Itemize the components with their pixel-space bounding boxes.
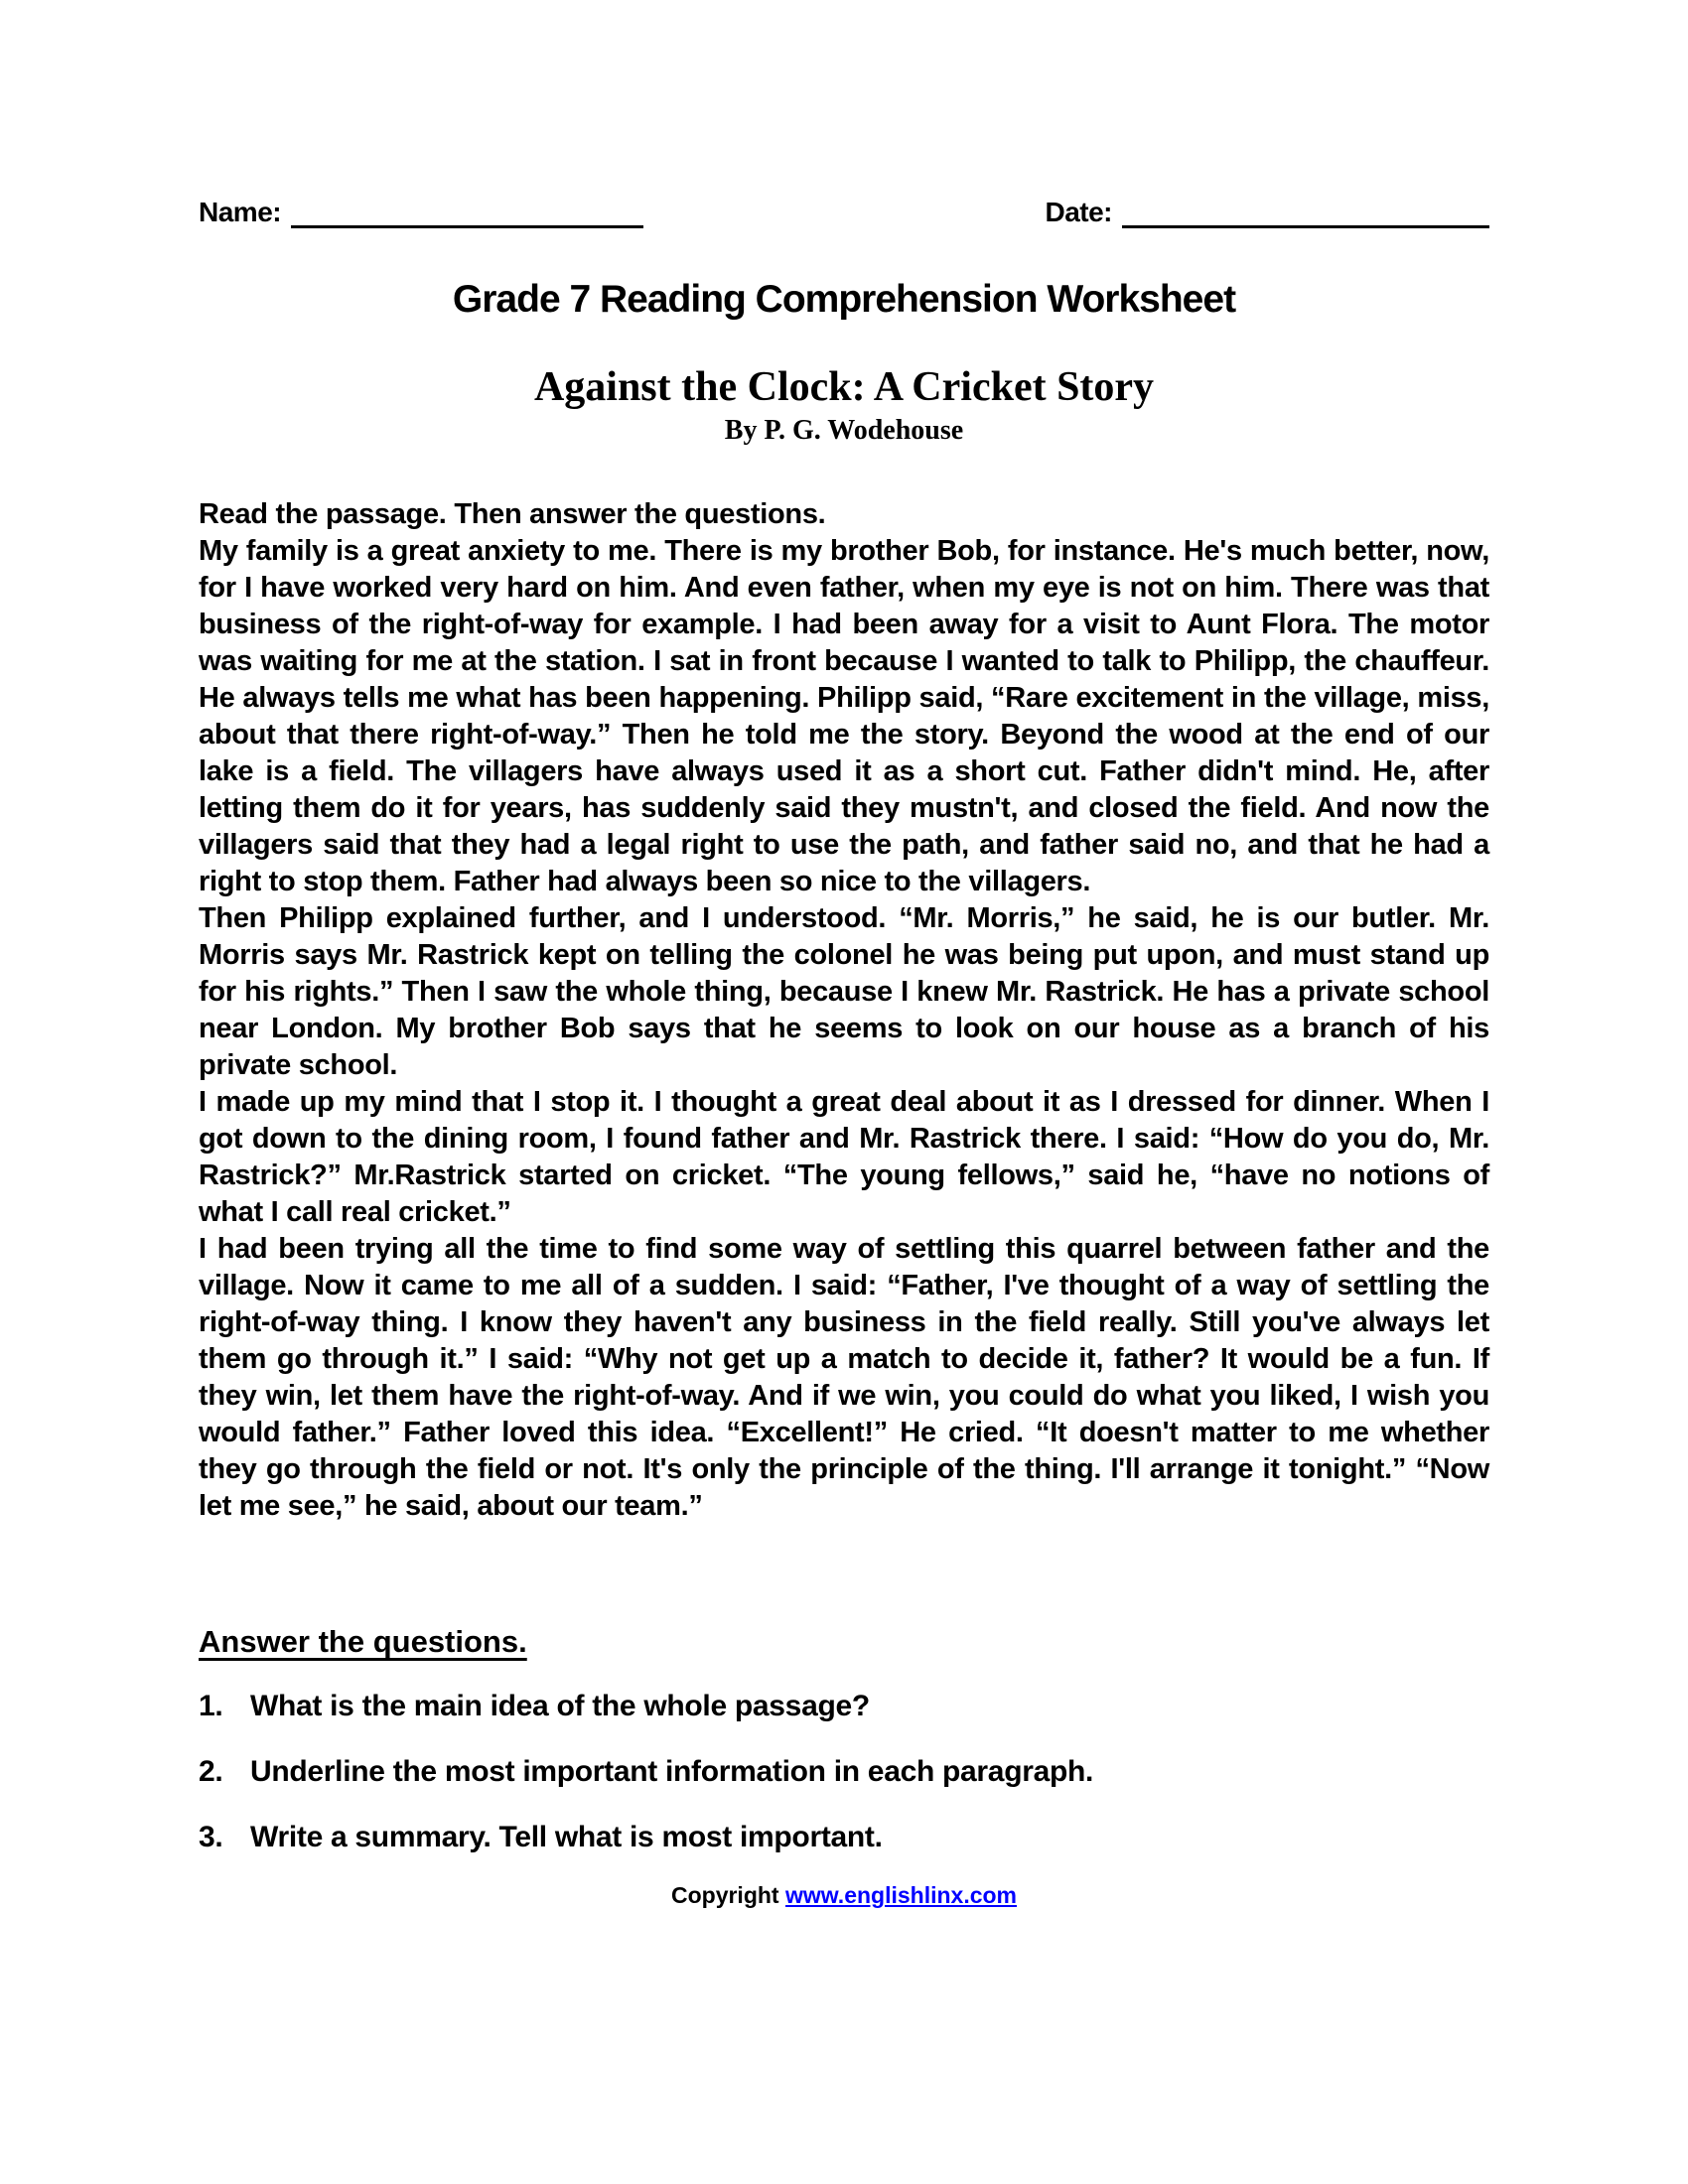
story-byline: By P. G. Wodehouse bbox=[724, 415, 964, 447]
name-label: Name: bbox=[199, 197, 282, 228]
question-number: 1. bbox=[199, 1690, 223, 1723]
story-title: Against the Clock: A Cricket Story bbox=[533, 364, 1155, 411]
question-text: Underline the most important information in each paragraph. bbox=[250, 1755, 1094, 1789]
reading-passage bbox=[199, 496, 1489, 1525]
passage-paragraph: My family is a great anxiety to me. There is my brother Bob, for instance. He's much better, now, for I have worked very hard on him. And even father, when my eye is not on him. There was that business of the right-of-way for example. I had been away for a visit to Aunt Flora. The motor was waiting for me at the station. I sat in front because I wanted to talk to Philipp, the chauffeur. He always tells me what has been happening. Philipp said, “Rare excitement in the village, miss, about that there right-of-way.” Then he told me the story. Beyond the wood at the end of our lake is a field. The villagers have always used it as a short cut. Father didn't mind. He, after letting them do it for years, has suddenly said they mustn't, and closed the field. And now the villagers said that they had a legal right to use the path, and father said no, and that he had a right to stop them. Father had always been so nice to the villagers. bbox=[199, 535, 1489, 898]
worksheet-title: Grade 7 Reading Comprehension Worksheet bbox=[452, 278, 1236, 322]
question-item bbox=[199, 1819, 1489, 1856]
name-field-group bbox=[199, 194, 643, 228]
passage-paragraph: I had been trying all the time to find some way of settling this quarrel between father and the village. Now it came to me all of a sudden. I said: “Father, I've thought of a way of settling the right-of-way thing. I know they haven't any business in the field really. Still you've always let them go through it.” I said: “Why not get up a match to decide it, father? It would be a fun. If they win, let them have the right-of-way. And if we win, you could do what you liked, I wish you would father.” Father loved this idea. “Excellent!” He cried. “It doesn't matter to me whether they go through the field or not. It's only the principle of the thing. I'll arrange it tonight.” “Now let me see,” he said, about our team.” bbox=[199, 1233, 1489, 1523]
name-date-row bbox=[199, 194, 1489, 228]
question-item bbox=[199, 1753, 1489, 1791]
question-item bbox=[199, 1688, 1489, 1725]
answer-questions-heading: Answer the questions. bbox=[199, 1624, 527, 1660]
date-field-group bbox=[1045, 194, 1489, 228]
passage-paragraph: I made up my mind that I stop it. I thought a great deal about it as I dressed for dinner. When I got down to the dining room, I found father and Mr. Rastrick there. I said: “How do you do, Mr. Rastrick?” Mr.Rastrick started on cricket. “The young fellows,” said he, “have no notions of what I call real cricket.” bbox=[199, 1086, 1489, 1229]
copyright-footer bbox=[199, 1882, 1489, 1909]
question-number: 3. bbox=[199, 1821, 223, 1854]
date-blank-line bbox=[1122, 194, 1489, 228]
question-text: Write a summary. Tell what is most important. bbox=[250, 1821, 883, 1854]
copyright-link[interactable]: www.englishlinx.com bbox=[784, 1882, 1018, 1909]
passage-paragraph: Then Philipp explained further, and I understood. “Mr. Morris,” he said, he is our butler. Mr. Morris says Mr. Rastrick kept on telling the colonel he was being put upon, and must stand up for his rights.” Then I saw the whole thing, because I knew Mr. Rastrick. He has a private school near London. My brother Bob says that he seems to look on our house as a branch of his private school. bbox=[199, 902, 1489, 1082]
date-label: Date: bbox=[1045, 197, 1112, 228]
passage-instruction: Read the passage. Then answer the questions. bbox=[199, 498, 826, 531]
question-text: What is the main idea of the whole passage? bbox=[250, 1690, 870, 1723]
question-number: 2. bbox=[199, 1755, 223, 1789]
questions-list bbox=[199, 1688, 1489, 1856]
copyright-label: Copyright bbox=[670, 1882, 779, 1909]
name-blank-line bbox=[291, 194, 643, 228]
